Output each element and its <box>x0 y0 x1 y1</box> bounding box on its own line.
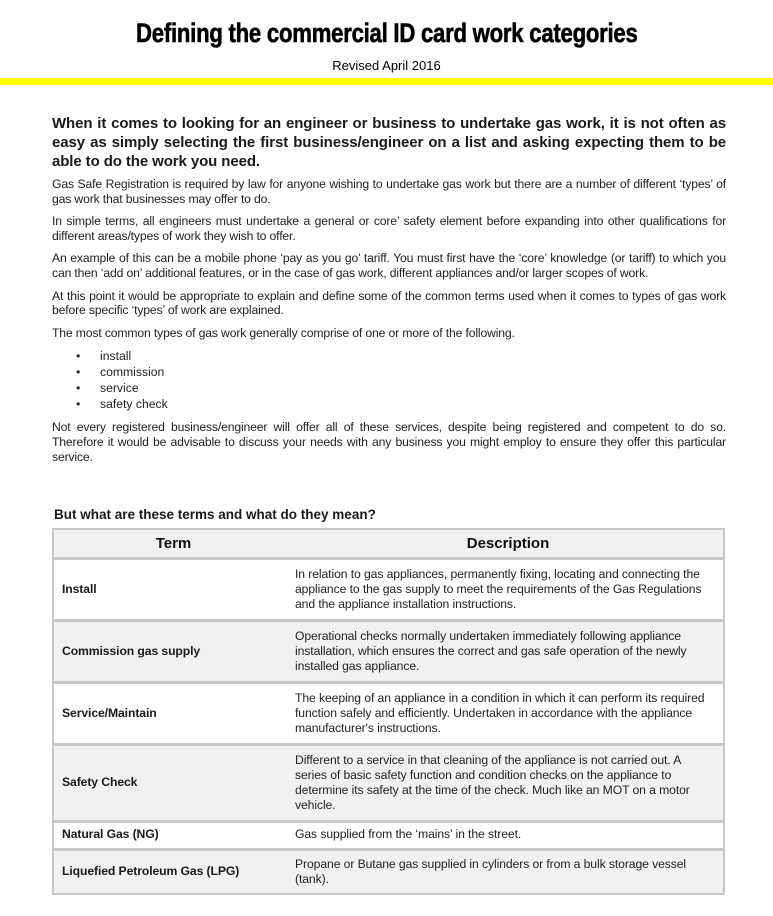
bullet-icon: • <box>76 381 81 396</box>
paragraph-tariff-example: An example of this can be a mobile phone ‘pay as you go’ tariff. You must first have the ‘core’ knowledge (or tariff) to which you can then ‘add on’ additional features, or in the case of gas work, different appliances and/or larger scopes of work. <box>52 251 726 280</box>
description-cell: Propane or Butane gas supplied in cylinders or from a bulk storage vessel (tank). <box>293 849 724 894</box>
list-item-label: service <box>100 381 139 396</box>
terms-table <box>52 528 725 895</box>
table-row <box>53 849 724 894</box>
intro-section <box>52 114 726 472</box>
list-item <box>76 396 726 412</box>
terms-heading: But what are these terms and what do they mean? <box>54 507 376 522</box>
list-item <box>76 364 726 380</box>
table-header-row <box>53 529 724 558</box>
bullet-icon: • <box>76 397 81 412</box>
header-accent-bar <box>0 78 773 85</box>
paragraph-core-safety: In simple terms, all engineers must undertake a general or core’ safety element before expanding into other qualifications for different areas/types of work they wish to offer. <box>52 214 726 243</box>
paragraph-closing: Not every registered business/engineer will offer all of these services, despite being registered and competent to do so. Therefore it would be advisable to discuss your needs with any business you might employ to ensure they offer this particular service. <box>52 420 726 464</box>
revision-date: Revised April 2016 <box>332 58 441 73</box>
document-header <box>0 18 773 49</box>
table-row <box>53 620 724 682</box>
description-cell: The keeping of an appliance in a condition in which it can perform its required function safely and efficiently. Undertaken in accordance with the appliance manufacturer's instructions. <box>293 682 724 744</box>
term-cell: Service/Maintain <box>53 682 293 744</box>
paragraph-definitions: At this point it would be appropriate to explain and define some of the common terms used when it comes to types of gas work before specific ‘types’ of work are explained. <box>52 288 726 318</box>
term-cell: Install <box>53 558 293 620</box>
term-cell: Liquefied Petroleum Gas (LPG) <box>53 849 293 894</box>
description-cell: Operational checks normally undertaken immediately following appliance installation, which ensures the correct and gas safe operation of the newly installed gas appliance. <box>293 620 724 682</box>
column-header-description: Description <box>293 529 724 558</box>
list-item-label: install <box>100 349 132 364</box>
table-row <box>53 558 724 620</box>
work-types-list <box>52 348 726 412</box>
paragraph-common-types: The most common types of gas work generally comprise of one or more of the following. <box>52 325 515 340</box>
list-item <box>76 348 726 364</box>
table-row <box>53 821 724 849</box>
list-item-label: commission <box>100 365 165 380</box>
bullet-icon: • <box>76 365 81 380</box>
table-row <box>53 744 724 821</box>
description-cell: In relation to gas appliances, permanently fixing, locating and connecting the appliance to the gas supply to meet the requirements of the Gas Regulations and the appliance installation instructions. <box>293 558 724 620</box>
term-cell: Natural Gas (NG) <box>53 821 293 849</box>
list-item <box>76 380 726 396</box>
table-row <box>53 682 724 744</box>
term-cell: Safety Check <box>53 744 293 821</box>
document-title: Defining the commercial ID card work categories <box>135 18 638 48</box>
column-header-term: Term <box>53 529 293 558</box>
description-cell: Gas supplied from the ‘mains’ in the street. <box>293 821 724 849</box>
description-cell: Different to a service in that cleaning of the appliance is not carried out. A series of basic safety function and condition checks on the appliance to determine its safety at the time of the check. Much like an MOT on a motor vehicle. <box>293 744 724 821</box>
paragraph-registration: Gas Safe Registration is required by law for anyone wishing to undertake gas work but there are a number of different ‘types’ of gas work that businesses may offer to do. <box>52 177 726 206</box>
term-cell: Commission gas supply <box>53 620 293 682</box>
lead-paragraph: When it comes to looking for an engineer or business to undertake gas work, it is not often as easy as simply selecting the first business/engineer on a list and asking expecting them to be able to do the work you need. <box>52 115 726 170</box>
bullet-icon: • <box>76 349 81 364</box>
list-item-label: safety check <box>100 397 168 412</box>
